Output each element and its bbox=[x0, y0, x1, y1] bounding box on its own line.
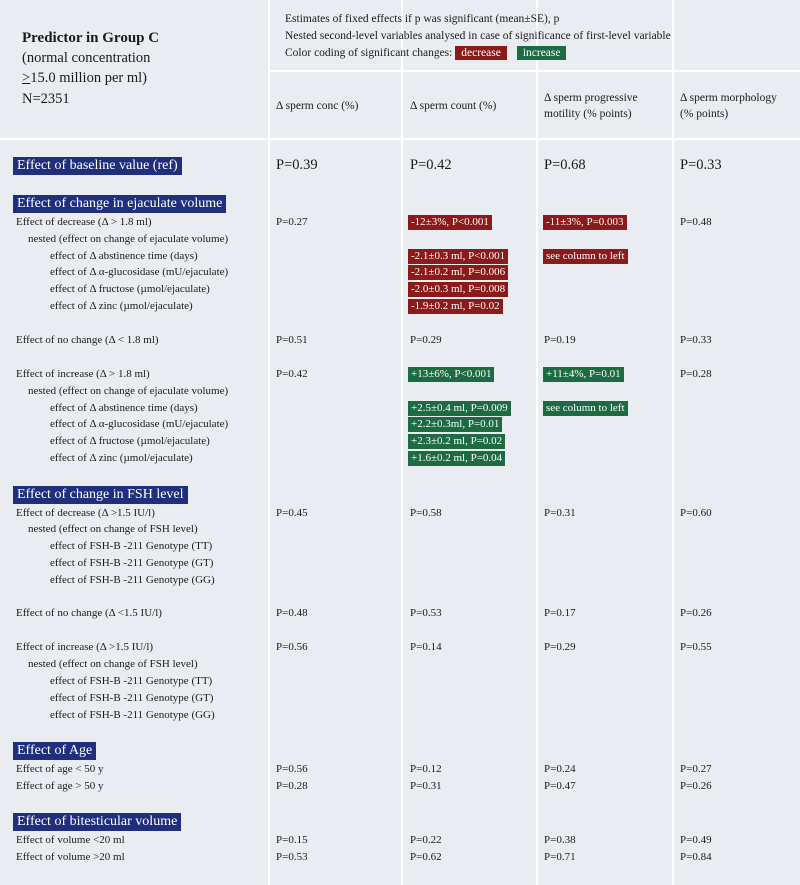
cell: P=0.71 bbox=[544, 851, 576, 863]
note-line3 bbox=[285, 47, 566, 59]
predictor-n: N=2351 bbox=[22, 91, 70, 107]
cell: P=0.15 bbox=[276, 834, 308, 846]
cell: P=0.33 bbox=[680, 334, 712, 346]
cell: P=0.19 bbox=[544, 334, 576, 346]
row-label: nested (effect on change of ejaculate volume) bbox=[28, 233, 229, 245]
cell: P=0.51 bbox=[276, 334, 308, 346]
col-divider bbox=[268, 0, 270, 885]
row-label: effect of Δ α-glucosidase (mU/ejaculate) bbox=[50, 266, 229, 278]
row-label: effect of Δ zinc (µmol/ejaculate) bbox=[50, 300, 193, 312]
cell: P=0.29 bbox=[544, 641, 576, 653]
row-label: effect of FSH-B -211 Genotype (TT) bbox=[50, 675, 213, 687]
cell: P=0.17 bbox=[544, 607, 576, 619]
cell-decrease: -2.1±0.2 ml, P=0.006 bbox=[408, 265, 508, 280]
row-label: effect of Δ zinc (µmol/ejaculate) bbox=[50, 452, 193, 464]
row-label: effect of FSH-B -211 Genotype (GT) bbox=[50, 692, 214, 704]
cell: P=0.42 bbox=[276, 368, 308, 380]
row-label: effect of Δ abstinence time (days) bbox=[50, 250, 198, 262]
gte-sign: > bbox=[22, 70, 31, 86]
cell: P=0.27 bbox=[680, 763, 712, 775]
predictor-title: Predictor in Group C bbox=[22, 30, 160, 46]
cell-decrease: -11±3%, P=0.003 bbox=[543, 215, 627, 230]
cell: P=0.33 bbox=[680, 157, 722, 173]
section-fsh-level: Effect of change in FSH level bbox=[13, 486, 188, 504]
row-label: effect of FSH-B -211 Genotype (GT) bbox=[50, 557, 214, 569]
note-line1: Estimates of fixed effects if p was significant (mean±SE), p bbox=[285, 13, 560, 25]
row-label: Effect of increase (Δ > 1.8 ml) bbox=[16, 368, 150, 380]
cell: P=0.24 bbox=[544, 763, 576, 775]
cell: P=0.28 bbox=[276, 780, 308, 792]
row-label: effect of FSH-B -211 Genotype (GG) bbox=[50, 574, 215, 586]
cell: P=0.47 bbox=[544, 780, 576, 792]
row-label: Effect of age < 50 y bbox=[16, 763, 104, 775]
row-label: Effect of age > 50 y bbox=[16, 780, 104, 792]
cell: P=0.12 bbox=[410, 763, 442, 775]
cell-decrease: see column to left bbox=[543, 249, 628, 264]
cell-increase: +13±6%, P<0.001 bbox=[408, 367, 494, 382]
col-header-motility-1: Δ sperm progressive bbox=[544, 92, 638, 104]
row-label: nested (effect on change of FSH level) bbox=[28, 523, 198, 535]
cell-decrease: -2.0±0.3 ml, P=0.008 bbox=[408, 282, 508, 297]
row-label: Effect of decrease (Δ > 1.8 ml) bbox=[16, 216, 152, 228]
row-label: Effect of increase (Δ >1.5 IU/l) bbox=[16, 641, 154, 653]
predictor-line1: (normal concentration bbox=[22, 50, 151, 66]
legend-label: Color coding of significant changes: bbox=[285, 47, 453, 59]
row-label: effect of Δ abstinence time (days) bbox=[50, 402, 198, 414]
cell: P=0.28 bbox=[680, 368, 712, 380]
legend-decrease: decrease bbox=[455, 46, 507, 60]
col-divider bbox=[536, 0, 538, 885]
cell: P=0.29 bbox=[410, 334, 442, 346]
cell: P=0.56 bbox=[276, 641, 308, 653]
col-header-count: Δ sperm count (%) bbox=[410, 100, 497, 112]
cell: P=0.31 bbox=[410, 780, 442, 792]
section-bitesticular-volume: Effect of bitesticular volume bbox=[13, 813, 181, 831]
cell: P=0.49 bbox=[680, 834, 712, 846]
col-header-morphology-2: (% points) bbox=[680, 108, 729, 120]
predictor-line2-rest: 15.0 million per ml) bbox=[30, 70, 147, 86]
cell: P=0.27 bbox=[276, 216, 308, 228]
row-divider bbox=[270, 70, 800, 72]
cell-increase: +2.5±0.4 ml, P=0.009 bbox=[408, 401, 511, 416]
cell: P=0.56 bbox=[276, 763, 308, 775]
cell: P=0.58 bbox=[410, 507, 442, 519]
cell-increase: +2.3±0.2 ml, P=0.02 bbox=[408, 434, 505, 449]
section-age: Effect of Age bbox=[13, 742, 96, 760]
predictor-line2 bbox=[22, 70, 147, 87]
cell: P=0.39 bbox=[276, 157, 318, 173]
row-label: effect of Δ α-glucosidase (mU/ejaculate) bbox=[50, 418, 229, 430]
col-divider bbox=[672, 0, 674, 885]
col-divider bbox=[401, 0, 403, 885]
row-label: Effect of volume >20 ml bbox=[16, 851, 125, 863]
row-divider bbox=[0, 138, 800, 140]
cell: P=0.31 bbox=[544, 507, 576, 519]
cell: P=0.68 bbox=[544, 157, 586, 173]
cell: P=0.60 bbox=[680, 507, 712, 519]
cell-decrease: -1.9±0.2 ml, P=0.02 bbox=[408, 299, 503, 314]
row-label: effect of Δ fructose (µmol/ejaculate) bbox=[50, 283, 210, 295]
row-label: Effect of no change (Δ <1.5 IU/l) bbox=[16, 607, 162, 619]
cell: P=0.42 bbox=[410, 157, 452, 173]
cell: P=0.84 bbox=[680, 851, 712, 863]
cell: P=0.53 bbox=[276, 851, 308, 863]
cell: P=0.26 bbox=[680, 780, 712, 792]
cell: P=0.26 bbox=[680, 607, 712, 619]
cell: P=0.45 bbox=[276, 507, 308, 519]
cell: P=0.48 bbox=[276, 607, 308, 619]
cell-decrease: -12±3%, P<0.001 bbox=[408, 215, 492, 230]
row-label: effect of FSH-B -211 Genotype (TT) bbox=[50, 540, 213, 552]
cell: P=0.48 bbox=[680, 216, 712, 228]
cell: P=0.38 bbox=[544, 834, 576, 846]
cell-increase: see column to left bbox=[543, 401, 628, 416]
row-label: Effect of volume <20 ml bbox=[16, 834, 125, 846]
row-label: nested (effect on change of FSH level) bbox=[28, 658, 198, 670]
legend-increase: increase bbox=[517, 46, 567, 60]
row-label: Effect of decrease (Δ >1.5 IU/l) bbox=[16, 507, 155, 519]
cell: P=0.55 bbox=[680, 641, 712, 653]
note-line2: Nested second-level variables analysed in case of significance of first-level variable bbox=[285, 30, 671, 42]
section-ejaculate-volume: Effect of change in ejaculate volume bbox=[13, 195, 226, 213]
row-label: Effect of no change (Δ < 1.8 ml) bbox=[16, 334, 159, 346]
section-baseline: Effect of baseline value (ref) bbox=[13, 157, 182, 175]
cell-decrease: -2.1±0.3 ml, P<0.001 bbox=[408, 249, 508, 264]
cell: P=0.22 bbox=[410, 834, 442, 846]
cell-increase: +2.2±0.3ml, P=0.01 bbox=[408, 417, 502, 432]
row-label: effect of Δ fructose (µmol/ejaculate) bbox=[50, 435, 210, 447]
cell: P=0.14 bbox=[410, 641, 442, 653]
row-label: nested (effect on change of ejaculate volume) bbox=[28, 385, 229, 397]
col-header-morphology-1: Δ sperm morphology bbox=[680, 92, 777, 104]
cell-increase: +11±4%, P=0.01 bbox=[543, 367, 624, 382]
row-label: effect of FSH-B -211 Genotype (GG) bbox=[50, 709, 215, 721]
col-header-motility-2: motility (% points) bbox=[544, 108, 632, 120]
cell: P=0.62 bbox=[410, 851, 442, 863]
col-header-conc: Δ sperm conc (%) bbox=[276, 100, 359, 112]
cell-increase: +1.6±0.2 ml, P=0.04 bbox=[408, 451, 505, 466]
cell: P=0.53 bbox=[410, 607, 442, 619]
